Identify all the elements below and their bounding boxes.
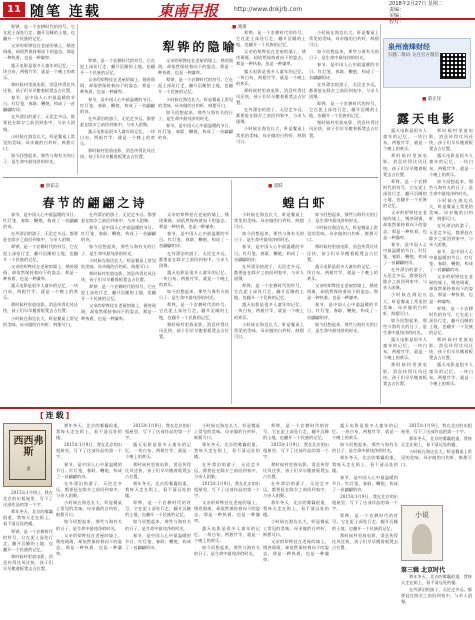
article-paragraph: 在外漂泊的游子，无论走多远，都要赶在除夕之前回到家中，与亲人团聚。 bbox=[236, 107, 306, 125]
series-paragraph: 小时候在海边长大，虾是餐桌上常见的美味。母亲做的白灼虾，鲜甜可口。 bbox=[194, 423, 260, 441]
article-paragraph: 那时候村里放电影，消息传得比风还快，孩子们早早搬着板凳去占位置。 bbox=[3, 81, 75, 93]
article-paragraph: 春节，是中国人心中最温暖的节日。红灯笼、春联、鞭炮，构成了一首翩翩的诗。 bbox=[81, 225, 156, 243]
article-paragraph: 小时候在海边长大，虾是餐桌上常见的美味。母亲做的白灼虾，鲜甜可口。 bbox=[429, 198, 473, 222]
series-paragraph: 父亲的犁铧挂在老屋的墙上，锈迹斑斑，却依然保持着向下的姿态。那是一种执着，也是一种谦卑。 bbox=[56, 532, 122, 556]
article-paragraph: 父亲的犁铧挂在老屋的墙上，锈迹斑斑，却依然保持着向下的姿态。那是一种执着，也是一种谦卑。 bbox=[236, 49, 306, 67]
promo-subtitle: 扫描二维码 关注官方微信 bbox=[388, 53, 439, 58]
article-paragraph: 父亲的犁铧挂在老屋的墙上，锈迹斑斑，却依然保持着向下的姿态。那是一种执着，也是一种谦卑。 bbox=[159, 212, 229, 230]
article-paragraph: 春节，是中国人心中最温暖的节日。红灯笼、春联、鞭炮，构成了一首翩翩的诗。 bbox=[234, 244, 304, 262]
article-byline: ■ 蔡正洋 bbox=[422, 96, 441, 102]
article-paragraph: 露天电影是很多人童年的记忆。一块白布，两根竹竿，就是一个晚上的欢乐。 bbox=[159, 269, 229, 288]
chapter-heading: 第三辑 北京时代 bbox=[401, 567, 446, 574]
article-paragraph: 小时候在海边长大，虾是餐桌上常见的美味。母亲做的白灼虾，鲜甜可口。 bbox=[307, 225, 378, 243]
article-paragraph: 在外漂泊的游子，无论走多远，都要赶在除夕之前回到家中，与亲人团聚。 bbox=[159, 250, 229, 268]
article-paragraph: 那时候村里放电影，消息传得比风还快，孩子们早早搬着板凳去占位置。 bbox=[429, 337, 473, 361]
series-paragraph: 小时候在海边长大，虾是餐桌上常见的美味。母亲做的白灼虾，鲜甜可口。 bbox=[263, 519, 329, 537]
series-column bbox=[401, 574, 472, 618]
article-paragraph: 犁铧，是一个农耕时代的符号，它在泥土深处行走，翻开沉睡的土地，也翻开一个民族的记忆。 bbox=[383, 178, 427, 209]
series-paragraph: 露天电影是很多人童年的记忆。一块白布，两根竹竿，就是一个晚上的欢乐。 bbox=[194, 525, 260, 543]
article-paragraph: 小时候在海边长大，虾是餐桌上常见的美味。母亲做的白灼虾，鲜甜可口。 bbox=[81, 257, 156, 269]
article-paragraph: 犁铧，是一个农耕时代的符号，它在泥土深处行走，翻开沉睡的土地，也翻开一个民族的记忆。 bbox=[81, 284, 156, 302]
article-paragraph: 露天电影是很多人童年的记忆。一块白布，两根竹竿，就是一个晚上的欢乐。 bbox=[234, 302, 304, 320]
issue-info bbox=[389, 1, 469, 25]
qr-code-icon[interactable] bbox=[440, 53, 466, 79]
article-paragraph: 在外漂泊的游子，无论走多远，都要赶在除夕之前回到家中，与亲人团聚。 bbox=[234, 263, 304, 281]
article-paragraph: 小时候在海边长大，虾是餐桌上常见的美味。母亲做的白灼虾，鲜甜可口。 bbox=[383, 292, 427, 316]
article-paragraph: 如今回想起来，那些与海有关的日子，是生命中最纯净的时光。 bbox=[234, 231, 304, 243]
column-divider bbox=[231, 180, 232, 404]
article-paragraph: 父亲的犁铧挂在老屋的墙上，锈迹斑斑，却依然保持着向下的姿态。那是一种执着，也是一种谦卑。 bbox=[158, 58, 233, 76]
article-paragraph: 父亲的犁铧挂在老屋的墙上，锈迹斑斑，却依然保持着向下的姿态。那是一种执着，也是一种谦卑。 bbox=[3, 43, 75, 61]
article-paragraph: 露天电影是很多人童年的记忆。一块白布，两根竹竿，就是一个晚上的欢乐。 bbox=[429, 153, 473, 177]
paper-logo: 東南早报 bbox=[158, 2, 219, 20]
series-paragraph: 那年冬天，北京的雾霾很重，我每天走在街上，看不清远处的楼。 bbox=[332, 455, 398, 473]
article-paragraph: 犁铧，是一个农耕时代的符号，它在泥土深处行走，翻开沉睡的土地，也翻开一个民族的记忆。 bbox=[429, 305, 473, 335]
article-paragraph: 那时候村里放电影，消息传得比风还快，孩子们早早搬着板凳去占位置。 bbox=[236, 87, 306, 106]
series-paragraph: 2015年1月9日，我在北京的出租屋里，写下了这部作品的第一个字。 bbox=[263, 442, 329, 460]
article-paragraph: 小时候在海边长大，虾是餐桌上常见的美味。母亲做的白灼虾，鲜甜可口。 bbox=[234, 212, 304, 230]
section-divider bbox=[3, 177, 378, 178]
article-paragraph: 春节，是中国人心中最温暖的节日。红灯笼、春联、鞭炮，构成了一首翩翩的诗。 bbox=[3, 212, 78, 230]
series-band bbox=[0, 407, 475, 420]
series-paragraph: 那年冬天，北京的雾霾很重，我每天走在街上，看不清远处的楼。 bbox=[263, 500, 329, 518]
issue-editor: 责编： bbox=[389, 7, 405, 13]
novel-cover-image bbox=[401, 505, 443, 561]
article-paragraph: 如今回想起来，那些与海有关的日子，是生命中最纯净的时光。 bbox=[158, 109, 233, 121]
series-paragraph: 那时候村里放电影，消息传得比风还快，孩子们早早搬着板凳去占位置。 bbox=[263, 461, 329, 479]
article-paragraph: 小时候在海边长大，虾是餐桌上常见的美味。母亲做的白灼虾，鲜甜可口。 bbox=[309, 30, 379, 48]
article-paragraph: 父亲的犁铧挂在老屋的墙上，锈迹斑斑，却依然保持着向下的姿态。那是一种执着，也是一种谦卑。 bbox=[81, 303, 156, 321]
book-cover-image bbox=[3, 423, 52, 487]
series-paragraph: 如今回想起来，那些与海有关的日子，是生命中最纯净的时光。 bbox=[332, 442, 398, 454]
article-byline: ■ 詹茹志 bbox=[40, 183, 59, 189]
series-column bbox=[125, 423, 191, 618]
issue-designer: 美编： bbox=[389, 13, 405, 19]
article-paragraph: 春节，是中国人心中最温暖的节日。红灯笼、春联、鞭炮，构成了一首翩翩的诗。 bbox=[309, 62, 379, 80]
series-column bbox=[3, 490, 53, 618]
article-paragraph: 犁铧，是一个农耕时代的符号，它在泥土深处行走，翻开沉睡的土地，也翻开一个民族的记忆。 bbox=[158, 77, 233, 95]
article-title: 春节的翩翩之诗 bbox=[42, 196, 148, 210]
article-column bbox=[383, 128, 427, 398]
series-paragraph: 露天电影是很多人童年的记忆。一块白布，两根竹竿，就是一个晚上的欢乐。 bbox=[125, 442, 191, 460]
article-column bbox=[236, 30, 306, 174]
article-column bbox=[3, 212, 78, 402]
article-paragraph: 犁铧，是一个农耕时代的符号，它在泥土深处行走，翻开沉睡的土地，也翻开一个民族的记忆。 bbox=[236, 30, 306, 48]
series-column bbox=[332, 423, 398, 618]
series-paragraph: 犁铧，是一个农耕时代的符号，它在泥土深处行走，翻开沉睡的土地，也翻开一个民族的记忆。 bbox=[3, 528, 53, 552]
article-paragraph: 那时候村里放电影，消息传得比风还快，孩子们早早搬着板凳去占位置。 bbox=[309, 120, 379, 138]
series-paragraph: 2015年1月9日，我在北京的出租屋里，写下了这部作品的第一个字。 bbox=[56, 442, 122, 460]
article-title: 蝗白虾 bbox=[282, 196, 328, 210]
article-paragraph: 小时候在海边长大，虾是餐桌上常见的美味。母亲做的白灼虾，鲜甜可口。 bbox=[158, 96, 233, 108]
article-column bbox=[80, 58, 155, 174]
series-paragraph: 如今回想起来，那些与海有关的日子，是生命中最纯净的时光。 bbox=[194, 544, 260, 556]
series-paragraph: 2015年1月9日，我在北京的出租屋里，写下了这部作品的第一个字。 bbox=[125, 423, 191, 441]
series-column bbox=[56, 423, 122, 618]
article-paragraph: 那时候村里放电影，消息传得比风还快，孩子们早早搬着板凳去占位置。 bbox=[159, 321, 229, 339]
article-paragraph: 那时候村里放电影，消息传得比风还快，孩子们早早搬着板凳去占位置。 bbox=[80, 148, 155, 160]
series-paragraph: 那年冬天，北京的雾霾很重，我每天走在街上，看不清远处的楼。 bbox=[401, 574, 472, 586]
article-paragraph: 如今回想起来，那些与海有关的日子，是生命中最纯净的时光。 bbox=[309, 49, 379, 61]
series-label: [连载] bbox=[40, 411, 72, 420]
series-paragraph: 露天电影是很多人童年的记忆。一块白布，两根竹竿，就是一个晚上的欢乐。 bbox=[332, 423, 398, 441]
article-paragraph: 春节，是中国人心中最温暖的节日。红灯笼、春联、鞭炮，构成了一首翩翩的诗。 bbox=[429, 248, 473, 273]
article-column bbox=[309, 30, 379, 174]
article-paragraph: 如今回想起来，那些与海有关的日子，是生命中最纯净的时光。 bbox=[159, 289, 229, 301]
series-column bbox=[263, 423, 329, 618]
article-paragraph: 小时候在海边长大，虾是餐桌上常见的美味。母亲做的白灼虾，鲜甜可口。 bbox=[3, 315, 78, 327]
article-paragraph: 父亲的犁铧挂在老屋的墙上，锈迹斑斑，却依然保持着向下的姿态。那是一种执着，也是一种谦卑。 bbox=[80, 77, 155, 95]
article-paragraph: 那时候村里放电影，消息传得比风还快，孩子们早早搬着板凳去占位置。 bbox=[429, 128, 473, 152]
article-paragraph: 在外漂泊的游子，无论走多远，都要赶在除夕之前回到家中，与亲人团聚。 bbox=[81, 212, 156, 224]
issue-proofreader: 校对： bbox=[389, 19, 405, 25]
series-paragraph: 那年冬天，北京的雾霾很重，我每天走在街上，看不清远处的楼。 bbox=[56, 423, 122, 441]
article-paragraph: 春节，是中国人心中最温暖的节日。红灯笼、春联、鞭炮，构成了一首翩翩的诗。 bbox=[3, 95, 75, 113]
article-paragraph: 小时候在海边长大，虾是餐桌上常见的美味。母亲做的白灼虾，鲜甜可口。 bbox=[236, 126, 306, 144]
series-paragraph: 父亲的犁铧挂在老屋的墙上，锈迹斑斑，却依然保持着向下的姿态。那是一种执着，也是一种谦卑。 bbox=[194, 500, 260, 524]
article-paragraph: 父亲的犁铧挂在老屋的墙上，锈迹斑斑，却依然保持着向下的姿态。那是一种执着，也是一种谦卑。 bbox=[429, 274, 473, 304]
article-paragraph: 如今回想起来，那些与海有关的日子，是生命中最纯净的时光。 bbox=[3, 152, 75, 164]
article-paragraph: 在外漂泊的游子，无论走多远，都要赶在除夕之前回到家中，与亲人团聚。 bbox=[80, 115, 155, 127]
article-column bbox=[159, 212, 229, 402]
series-paragraph: 小时候在海边长大，虾是餐桌上常见的美味。母亲做的白灼虾，鲜甜可口。 bbox=[401, 449, 472, 467]
wechat-promo[interactable] bbox=[383, 38, 471, 88]
masthead bbox=[0, 0, 475, 25]
paper-url[interactable]: http://www.dnkjrb.com bbox=[234, 6, 303, 13]
article-paragraph: 父亲的犁铧挂在老屋的墙上，锈迹斑斑，却依然保持着向下的姿态。那是一种执着，也是一种谦卑。 bbox=[3, 263, 78, 281]
article-paragraph: 春节，是中国人心中最温暖的节日。红灯笼、春联、鞭炮，构成了一首翩翩的诗。 bbox=[383, 241, 427, 265]
article-paragraph: 露天电影是很多人童年的记忆。一块白布，两根竹竿，就是一个晚上的欢乐。 bbox=[80, 129, 155, 147]
article-paragraph: 如今回想起来，那些与海有关的日子，是生命中最纯净的时光。 bbox=[307, 212, 378, 224]
series-column bbox=[194, 423, 260, 618]
article-byline: ■ 骆萧 bbox=[232, 24, 247, 30]
figure-illustration bbox=[412, 524, 432, 554]
article-column bbox=[3, 24, 75, 174]
article-paragraph: 露天电影是很多人童年的记忆。一块白布，两根竹竿，就是一个晚上的欢乐。 bbox=[307, 263, 378, 281]
series-paragraph: 2015年1月9日，我在北京的出租屋里，写下了这部作品的第一个字。 bbox=[194, 480, 260, 499]
series-paragraph: 2015年1月9日，我在北京的出租屋里，写下了这部作品的第一个字。 bbox=[401, 423, 472, 435]
page-number: 11 bbox=[3, 2, 25, 17]
article-paragraph: 那时候村里放电影，消息传得比风还快，孩子们早早搬着板凳去占位置。 bbox=[307, 244, 378, 262]
series-paragraph: 春节，是中国人心中最温暖的节日。红灯笼、春联、鞭炮，构成了一首翩翩的诗。 bbox=[332, 474, 398, 492]
article-paragraph: 那时候村里放电影，消息传得比风还快，孩子们早早搬着板凳去占位置。 bbox=[383, 362, 427, 386]
series-paragraph: 如今回想起来，那些与海有关的日子，是生命中最纯净的时光。 bbox=[56, 519, 122, 531]
series-paragraph: 2015年1月9日，我在北京的出租屋里，写下了这部作品的第一个字。 bbox=[3, 490, 53, 508]
article-column bbox=[429, 128, 473, 398]
article-paragraph: 如今回想起来，那些与海有关的日子，是生命中最纯净的时光。 bbox=[307, 321, 378, 333]
article-paragraph: 春节，是中国人心中最温暖的节日。红灯笼、春联、鞭炮，构成了一首翩翩的诗。 bbox=[159, 231, 229, 249]
article-column bbox=[158, 58, 233, 174]
article-paragraph: 春节，是中国人心中最温暖的节日。红灯笼、春联、鞭炮，构成了一首翩翩的诗。 bbox=[158, 122, 233, 141]
article-paragraph: 犁铧，是一个农耕时代的符号，它在泥土深处行走，翻开沉睡的土地，也翻开一个民族的记忆。 bbox=[80, 58, 155, 76]
article-paragraph: 春节，是中国人心中最温暖的节日。红灯笼、春联、鞭炮，构成了一首翩翩的诗。 bbox=[80, 96, 155, 114]
book-author: 著 bbox=[26, 466, 31, 471]
article-paragraph: 父亲的犁铧挂在老屋的墙上，锈迹斑斑，却依然保持着向下的姿态。那是一种执着，也是一种谦卑。 bbox=[307, 283, 378, 301]
article-paragraph: 露天电影是很多人童年的记忆。一块白布，两根竹竿，就是一个晚上的欢乐。 bbox=[383, 128, 427, 152]
series-paragraph: 那年冬天，北京的雾霾很重，我每天走在街上，看不清远处的楼。 bbox=[194, 442, 260, 460]
novel-cover-title: 小说 bbox=[415, 511, 429, 519]
article-paragraph: 在外漂泊的游子，无论走多远，都要赶在除夕之前回到家中，与亲人团聚。 bbox=[309, 81, 379, 99]
book-title: 西西弗斯 bbox=[13, 436, 44, 458]
article-paragraph: 犁铧，是一个农耕时代的符号，它在泥土深处行走，翻开沉睡的土地，也翻开一个民族的记忆。 bbox=[3, 244, 78, 262]
series-paragraph: 那时候村里放电影，消息传得比风还快，孩子们早早搬着板凳去占位置。 bbox=[125, 461, 191, 479]
series-paragraph: 如今回想起来，那些与海有关的日子，是生命中最纯净的时光。 bbox=[125, 519, 191, 531]
article-paragraph: 犁铧，是一个农耕时代的符号，它在泥土深处行走，翻开沉睡的土地，也翻开一个民族的记忆。 bbox=[234, 283, 304, 301]
article-paragraph: 那时候村里放电影，消息传得比风还快，孩子们早早搬着板凳去占位置。 bbox=[383, 153, 427, 177]
promo-title: 泉州南烽财经 bbox=[388, 43, 430, 51]
article-paragraph: 父亲的犁铧挂在老屋的墙上，锈迹斑斑，却依然保持着向下的姿态。那是一种执着，也是一种谦卑。 bbox=[383, 210, 427, 240]
article-paragraph: 在外漂泊的游子，无论走多远，都要赶在除夕之前回到家中，与亲人团聚。 bbox=[429, 223, 473, 247]
article-paragraph: 露天电影是很多人童年的记忆。一块白布，两根竹竿，就是一个晚上的欢乐。 bbox=[236, 68, 306, 86]
article-paragraph: 犁铧，是一个农耕时代的符号，它在泥土深处行走，翻开沉睡的土地，也翻开一个民族的记忆。 bbox=[309, 101, 379, 119]
article-title: 犁铧的隐喻 bbox=[162, 40, 238, 54]
article-column bbox=[234, 212, 304, 402]
series-paragraph: 那时候村里放电影，消息传得比风还快，孩子们早早搬着板凳去占位置。 bbox=[3, 553, 53, 572]
article-paragraph: 小时候在海边长大，虾是餐桌上常见的美味。母亲做的白灼虾，鲜甜可口。 bbox=[234, 321, 304, 339]
article-column bbox=[81, 212, 156, 402]
series-label-text: 连载 bbox=[45, 411, 66, 420]
article-paragraph: 那时候村里放电影，消息传得比风还快，孩子们早早搬着板凳去占位置。 bbox=[81, 270, 156, 282]
series-paragraph: 犁铧，是一个农耕时代的符号，它在泥土深处行走，翻开沉睡的土地，也翻开一个民族的记忆。 bbox=[125, 500, 191, 518]
series-paragraph: 在外漂泊的游子，无论走多远，都要赶在除夕之前回到家中，与亲人团聚。 bbox=[56, 480, 122, 499]
column-divider bbox=[380, 24, 381, 404]
article-paragraph: 露天电影是很多人童年的记忆。一块白布，两根竹竿，就是一个晚上的欢乐。 bbox=[383, 337, 427, 361]
article-paragraph: 如今回想起来，那些与海有关的日子，是生命中最纯净的时光。 bbox=[383, 317, 427, 335]
series-paragraph: 那年冬天，北京的雾霾很重，我每天走在街上，看不清远处的楼。 bbox=[401, 436, 472, 448]
series-paragraph: 在外漂泊的游子，无论走多远，都要赶在除夕之前回到家中，与亲人团聚。 bbox=[263, 480, 329, 499]
series-paragraph: 犁铧，是一个农耕时代的符号，它在泥土深处行走，翻开沉睡的土地，也翻开一个民族的记忆。 bbox=[263, 423, 329, 441]
article-paragraph: 春节，是中国人心中最温暖的节日。红灯笼、春联、鞭炮，构成了一首翩翩的诗。 bbox=[307, 302, 378, 320]
series-paragraph: 那年冬天，北京的雾霾很重，我每天走在街上，看不清远处的楼。 bbox=[3, 509, 53, 527]
series-paragraph: 小时候在海边长大，虾是餐桌上常见的美味。母亲做的白灼虾，鲜甜可口。 bbox=[56, 500, 122, 518]
article-paragraph: 在外漂泊的游子，无论走多远，都要赶在除夕之前回到家中，与亲人团聚。 bbox=[383, 267, 427, 291]
article-paragraph: 露天电影是很多人童年的记忆。一块白布，两根竹竿，就是一个晚上的欢乐。 bbox=[3, 283, 78, 301]
article-byline: ■ 翟跃 bbox=[268, 183, 283, 189]
issue-date: 2018年2月27日 星期二 bbox=[389, 1, 443, 7]
series-paragraph: 春节，是中国人心中最温暖的节日。红灯笼、春联、鞭炮，构成了一首翩翩的诗。 bbox=[125, 532, 191, 550]
article-paragraph: 小时候在海边长大，虾是餐桌上常见的美味。母亲做的白灼虾，鲜甜可口。 bbox=[3, 133, 75, 151]
article-title: 露天电影 bbox=[396, 112, 457, 126]
series-paragraph: 那时候村里放电影，消息传得比风还快，孩子们早早搬着板凳去占位置。 bbox=[332, 532, 398, 550]
article-paragraph: 犁铧，是一个农耕时代的符号，它在泥土深处行走，翻开沉睡的土地，也翻开一个民族的记忆。 bbox=[3, 24, 75, 42]
article-column bbox=[307, 212, 378, 402]
series-column bbox=[401, 423, 472, 503]
series-paragraph: 2015年1月9日，我在北京的出租屋里，写下了这部作品的第一个字。 bbox=[332, 494, 398, 512]
article-paragraph: 在外漂泊的游子，无论走多远，都要赶在除夕之前回到家中，与亲人团聚。 bbox=[3, 114, 75, 132]
series-paragraph: 父亲的犁铧挂在老屋的墙上，锈迹斑斑，却依然保持着向下的姿态。那是一种执着，也是一种谦卑。 bbox=[263, 538, 329, 562]
article-paragraph: 如今回想起来，那些与海有关的日子，是生命中最纯净的时光。 bbox=[81, 244, 156, 256]
column-divider bbox=[77, 24, 78, 174]
article-paragraph: 如今回想起来，那些与海有关的日子，是生命中最纯净的时光。 bbox=[429, 178, 473, 196]
article-paragraph: 那时候村里放电影，消息传得比风还快，孩子们早早搬着板凳去占位置。 bbox=[3, 302, 78, 314]
article-paragraph: 在外漂泊的游子，无论走多远，都要赶在除夕之前回到家中，与亲人团聚。 bbox=[3, 231, 78, 243]
series-paragraph: 那年冬天，北京的雾霾很重，我每天走在街上，看不清远处的楼。 bbox=[125, 480, 191, 499]
series-paragraph: 在外漂泊的游子，无论走多远，都要赶在除夕之前回到家中，与亲人团聚。 bbox=[401, 587, 472, 605]
series-paragraph: 犁铧，是一个农耕时代的符号，它在泥土深处行走，翻开沉睡的土地，也翻开一个民族的记忆。 bbox=[332, 513, 398, 531]
article-paragraph: 露天电影是很多人童年的记忆。一块白布，两根竹竿，就是一个晚上的欢乐。 bbox=[3, 62, 75, 80]
article-paragraph: 露天电影是很多人童年的记忆。一块白布，两根竹竿，就是一个晚上的欢乐。 bbox=[429, 362, 473, 386]
series-paragraph: 在外漂泊的游子，无论走多远，都要赶在除夕之前回到家中，与亲人团聚。 bbox=[194, 461, 260, 479]
section-title: 随笔 连载 bbox=[30, 4, 101, 20]
series-paragraph: 春节，是中国人心中最温暖的节日。红灯笼、春联、鞭炮，构成了一首翩翩的诗。 bbox=[56, 461, 122, 479]
article-paragraph: 犁铧，是一个农耕时代的符号，它在泥土深处行走，翻开沉睡的土地，也翻开一个民族的记忆。 bbox=[159, 302, 229, 320]
